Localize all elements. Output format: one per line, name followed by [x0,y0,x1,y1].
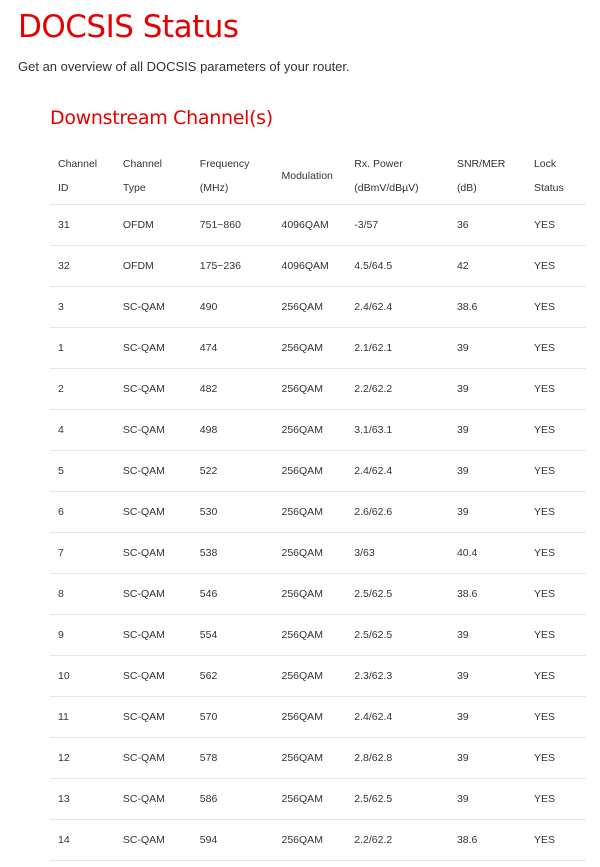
frequency-cell: 562 [192,656,274,697]
rx-power-cell: -3/57 [346,205,449,246]
frequency-cell: 570 [192,697,274,738]
modulation-cell: 256QAM [274,615,347,656]
channel-id-cell: 1 [50,328,115,369]
downstream-channel-table [50,148,586,861]
column-header-modulation: Modulation [274,148,347,205]
rx-power-cell: 2.5/62.5 [346,779,449,820]
lock-status-cell: YES [526,820,586,861]
modulation-cell: 256QAM [274,410,347,451]
frequency-cell: 482 [192,369,274,410]
column-header-rx-power: Rx. Power (dBmV/dBµV) [346,148,449,205]
rx-power-cell: 2.2/62.2 [346,369,449,410]
lock-status-cell: YES [526,451,586,492]
channel-type-cell: SC-QAM [115,410,192,451]
rx-power-cell: 4.5/64.5 [346,246,449,287]
rx-power-cell: 3.1/63.1 [346,410,449,451]
modulation-cell: 256QAM [274,369,347,410]
frequency-cell: 546 [192,574,274,615]
table-row [50,574,586,615]
snr-mer-cell: 38.6 [449,820,526,861]
channel-id-cell: 6 [50,492,115,533]
channel-id-cell: 12 [50,738,115,779]
column-header-channel-type: Channel Type [115,148,192,205]
snr-mer-cell: 38.6 [449,287,526,328]
frequency-cell: 474 [192,328,274,369]
modulation-cell: 256QAM [274,451,347,492]
channel-id-cell: 14 [50,820,115,861]
frequency-cell: 554 [192,615,274,656]
channel-type-cell: SC-QAM [115,287,192,328]
lock-status-cell: YES [526,369,586,410]
modulation-cell: 256QAM [274,328,347,369]
lock-status-cell: YES [526,287,586,328]
rx-power-cell: 2.5/62.5 [346,615,449,656]
modulation-cell: 256QAM [274,779,347,820]
snr-mer-cell: 39 [449,328,526,369]
frequency-cell: 175~236 [192,246,274,287]
table-row [50,492,586,533]
channel-id-cell: 9 [50,615,115,656]
table-row [50,656,586,697]
table-row [50,369,586,410]
channel-type-cell: SC-QAM [115,656,192,697]
table-row [50,533,586,574]
channel-id-cell: 8 [50,574,115,615]
lock-status-cell: YES [526,246,586,287]
modulation-cell: 256QAM [274,492,347,533]
channel-type-cell: OFDM [115,205,192,246]
lock-status-cell: YES [526,533,586,574]
snr-mer-cell: 38.6 [449,574,526,615]
channel-id-cell: 2 [50,369,115,410]
lock-status-cell: YES [526,779,586,820]
table-row [50,328,586,369]
table-row [50,779,586,820]
frequency-cell: 578 [192,738,274,779]
frequency-cell: 586 [192,779,274,820]
lock-status-cell: YES [526,656,586,697]
column-header-channel-id: Channel ID [50,148,115,205]
snr-mer-cell: 39 [449,369,526,410]
snr-mer-cell: 39 [449,738,526,779]
page-subtitle: Get an overview of all DOCSIS parameters of your router. [18,59,350,74]
table-row [50,246,586,287]
rx-power-cell: 2.1/62.1 [346,328,449,369]
table-row [50,410,586,451]
channel-id-cell: 10 [50,656,115,697]
lock-status-cell: YES [526,328,586,369]
lock-status-cell: YES [526,615,586,656]
lock-status-cell: YES [526,410,586,451]
table-row [50,205,586,246]
frequency-cell: 751~860 [192,205,274,246]
rx-power-cell: 2.6/62.6 [346,492,449,533]
rx-power-cell: 2.2/62.2 [346,820,449,861]
downstream-section-title: Downstream Channel(s) [50,107,273,129]
modulation-cell: 256QAM [274,697,347,738]
snr-mer-cell: 39 [449,410,526,451]
channel-type-cell: SC-QAM [115,779,192,820]
frequency-cell: 538 [192,533,274,574]
rx-power-cell: 2.4/62.4 [346,287,449,328]
channel-id-cell: 11 [50,697,115,738]
page-title: DOCSIS Status [18,9,239,45]
modulation-cell: 256QAM [274,533,347,574]
channel-id-cell: 3 [50,287,115,328]
frequency-cell: 522 [192,451,274,492]
channel-type-cell: SC-QAM [115,533,192,574]
table-row [50,615,586,656]
lock-status-cell: YES [526,738,586,779]
channel-id-cell: 31 [50,205,115,246]
frequency-cell: 490 [192,287,274,328]
channel-type-cell: SC-QAM [115,738,192,779]
snr-mer-cell: 39 [449,779,526,820]
frequency-cell: 530 [192,492,274,533]
downstream-table-body [50,205,586,861]
lock-status-cell: YES [526,574,586,615]
channel-type-cell: SC-QAM [115,615,192,656]
modulation-cell: 256QAM [274,287,347,328]
modulation-cell: 4096QAM [274,246,347,287]
modulation-cell: 256QAM [274,738,347,779]
table-row [50,697,586,738]
snr-mer-cell: 40.4 [449,533,526,574]
table-row [50,451,586,492]
frequency-cell: 594 [192,820,274,861]
lock-status-cell: YES [526,492,586,533]
lock-status-cell: YES [526,205,586,246]
snr-mer-cell: 39 [449,451,526,492]
snr-mer-cell: 39 [449,492,526,533]
channel-type-cell: SC-QAM [115,451,192,492]
modulation-cell: 4096QAM [274,205,347,246]
snr-mer-cell: 39 [449,697,526,738]
channel-id-cell: 7 [50,533,115,574]
table-row [50,287,586,328]
column-header-snr-mer: SNR/MER (dB) [449,148,526,205]
channel-type-cell: SC-QAM [115,492,192,533]
rx-power-cell: 2.4/62.4 [346,697,449,738]
channel-type-cell: SC-QAM [115,328,192,369]
snr-mer-cell: 39 [449,615,526,656]
rx-power-cell: 3/63 [346,533,449,574]
snr-mer-cell: 42 [449,246,526,287]
rx-power-cell: 2.5/62.5 [346,574,449,615]
rx-power-cell: 2.3/62.3 [346,656,449,697]
table-row [50,820,586,861]
channel-type-cell: SC-QAM [115,820,192,861]
snr-mer-cell: 39 [449,656,526,697]
rx-power-cell: 2.8/62.8 [346,738,449,779]
modulation-cell: 256QAM [274,574,347,615]
table-row [50,738,586,779]
modulation-cell: 256QAM [274,820,347,861]
channel-type-cell: OFDM [115,246,192,287]
channel-id-cell: 32 [50,246,115,287]
table-header-row [50,148,586,205]
channel-type-cell: SC-QAM [115,369,192,410]
lock-status-cell: YES [526,697,586,738]
column-header-lock-status: Lock Status [526,148,586,205]
snr-mer-cell: 36 [449,205,526,246]
channel-id-cell: 4 [50,410,115,451]
column-header-frequency: Frequency (MHz) [192,148,274,205]
modulation-cell: 256QAM [274,656,347,697]
channel-type-cell: SC-QAM [115,697,192,738]
channel-id-cell: 13 [50,779,115,820]
channel-type-cell: SC-QAM [115,574,192,615]
channel-id-cell: 5 [50,451,115,492]
frequency-cell: 498 [192,410,274,451]
rx-power-cell: 2.4/62.4 [346,451,449,492]
